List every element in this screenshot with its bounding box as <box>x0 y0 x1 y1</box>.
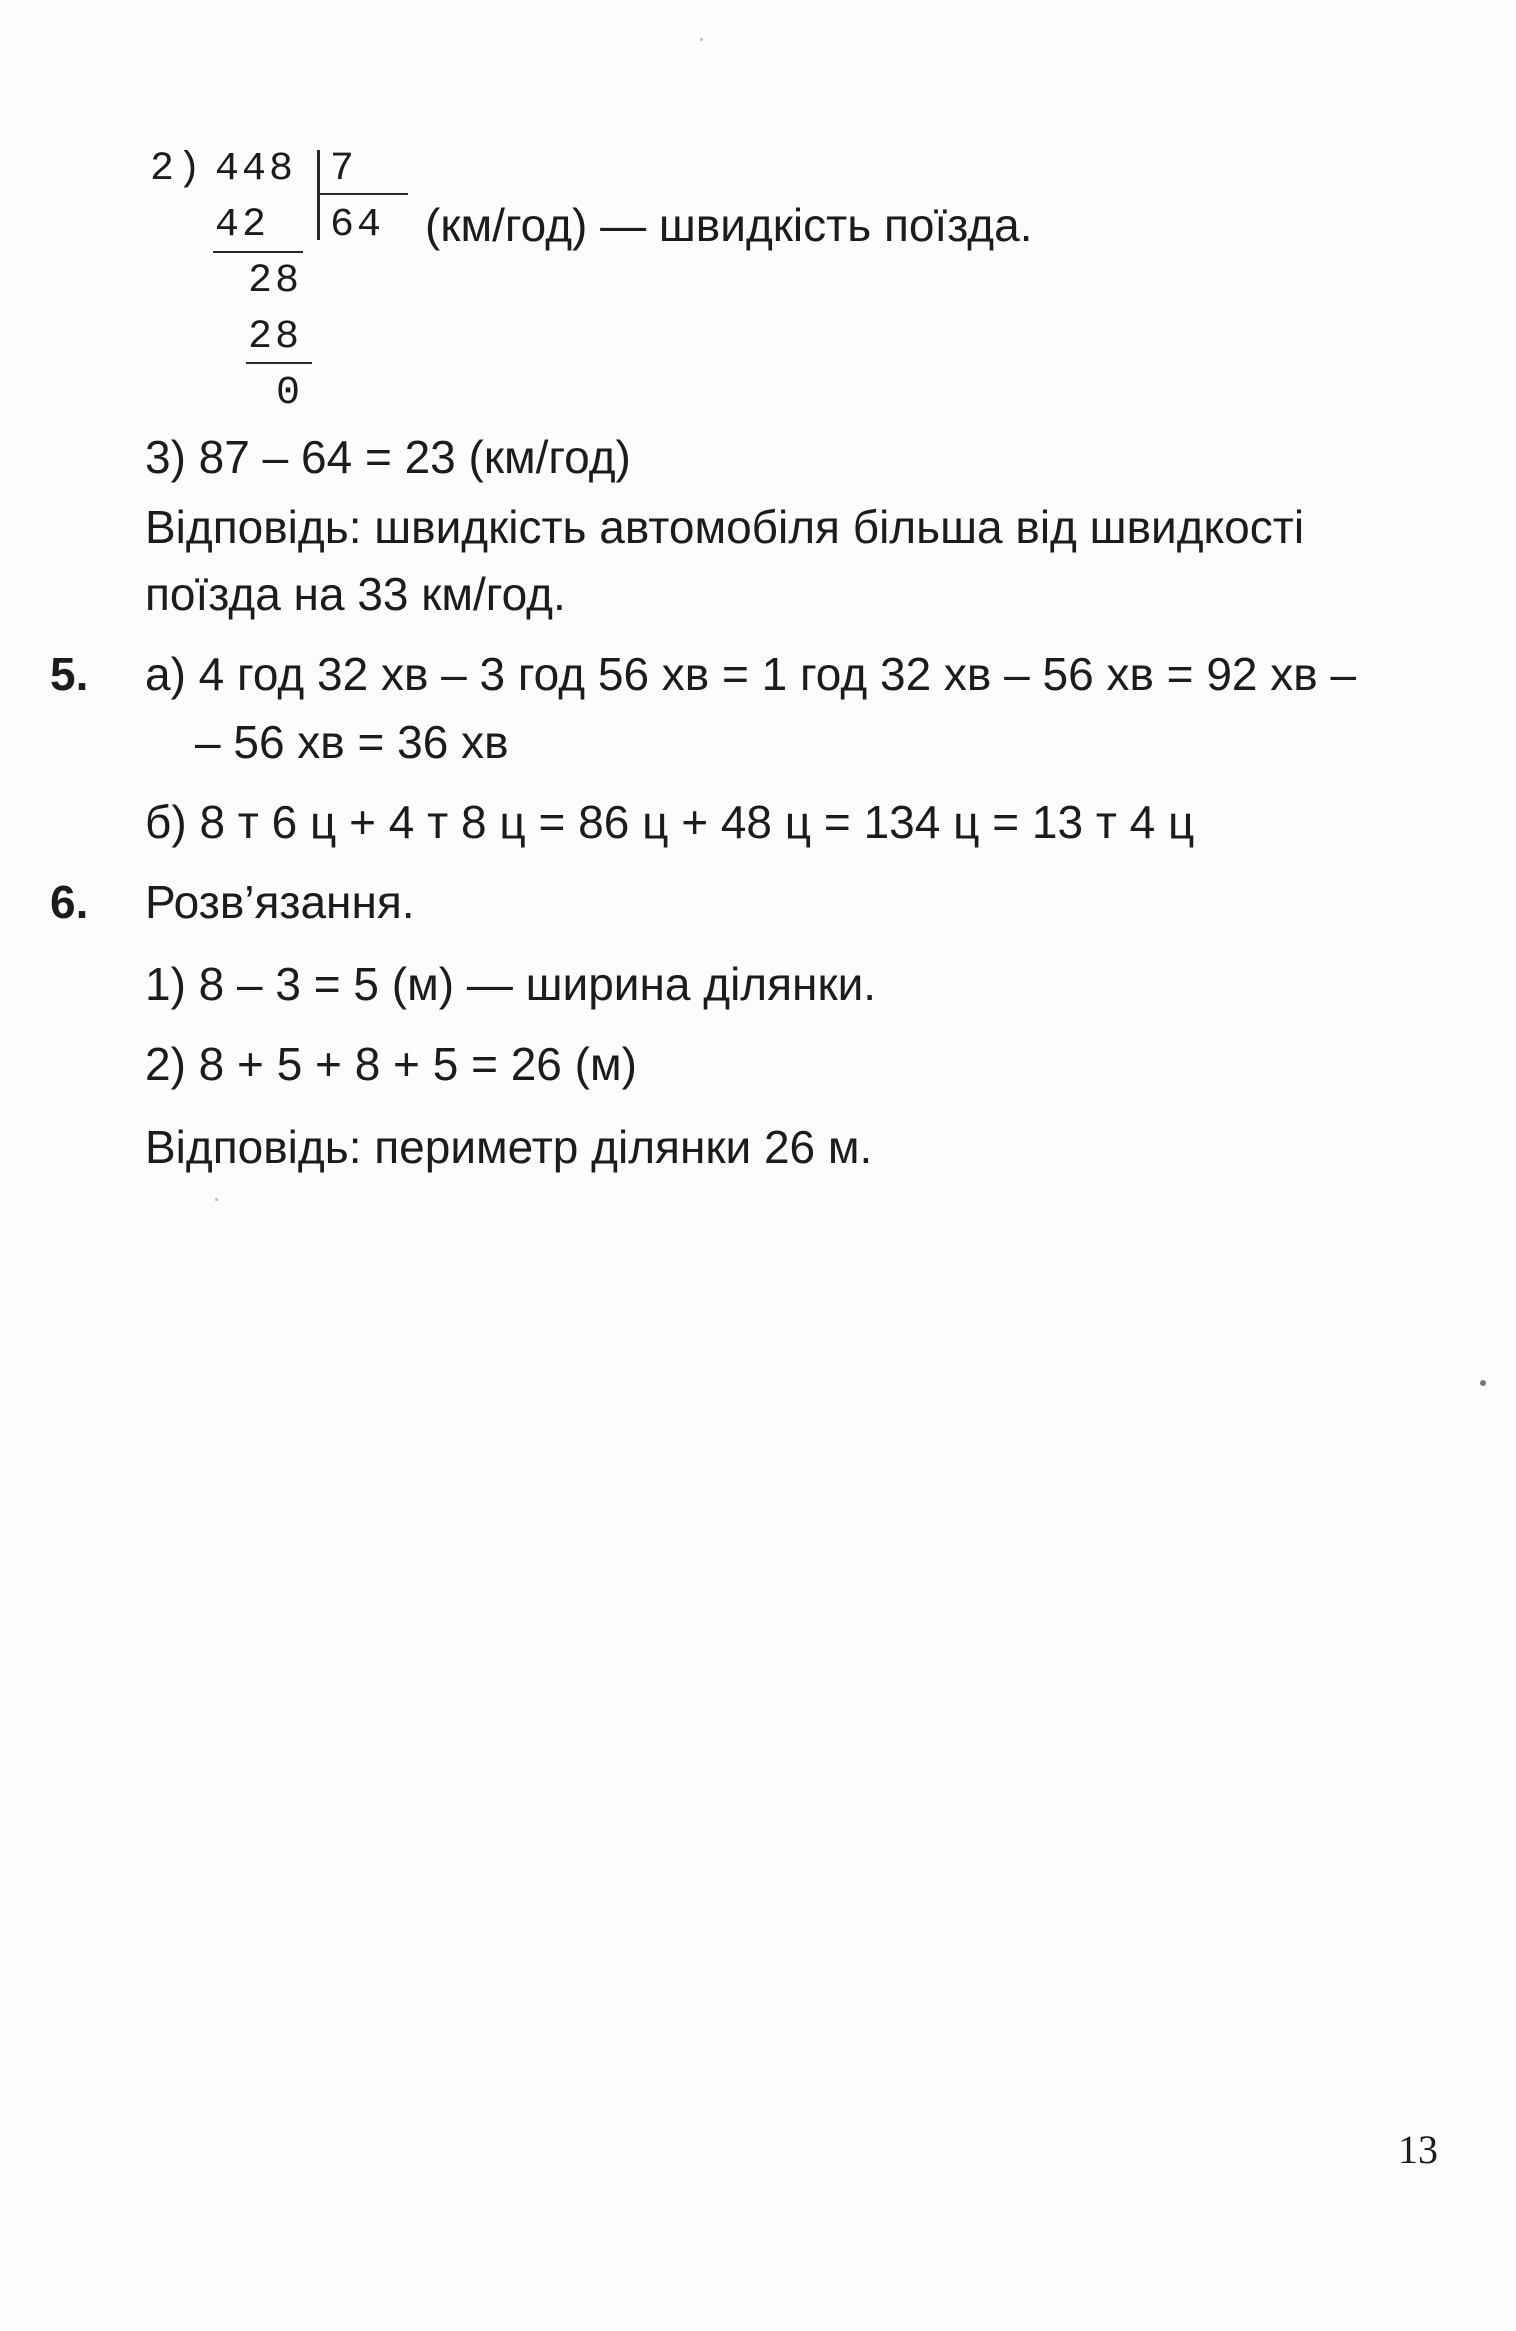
division-bracket-vertical <box>317 150 320 240</box>
division-remainder-1: 28 <box>248 259 303 304</box>
division-underline-2 <box>246 362 312 364</box>
step-3-equation: 3) 87 – 64 = 23 (км/год) <box>145 431 631 483</box>
answer-4-line-2: поїзда на 33 км/год. <box>145 568 566 620</box>
task-6-answer: Відповідь: периметр ділянки 26 м. <box>145 1121 873 1173</box>
task-5-number: 5. <box>50 648 89 700</box>
scan-speck <box>1480 1380 1486 1386</box>
answer-4-line-1: Відповідь: швидкість автомобіля більша від швидкості <box>145 501 1305 553</box>
scan-speck <box>700 38 703 41</box>
task-6-heading: Розв’язання. <box>145 876 415 928</box>
division-underline-1 <box>213 251 303 253</box>
task-5b-line: б) 8 т 6 ц + 4 т 8 ц = 86 ц + 48 ц = 134 ц = 13 т 4 ц <box>145 796 1195 848</box>
division-bracket-horizontal <box>320 193 408 195</box>
division-product-2: 28 <box>248 315 303 360</box>
page-number: 13 <box>1398 2127 1438 2172</box>
division-quotient: 64 <box>330 203 385 248</box>
division-quotient-description: (км/год) — швидкість поїзда. <box>425 199 1033 251</box>
division-product-1: 42 <box>215 203 270 248</box>
task-6-number: 6. <box>50 876 89 928</box>
task-6-step-2: 2) 8 + 5 + 8 + 5 = 26 (м) <box>145 1038 637 1090</box>
task-6-step-1: 1) 8 – 3 = 5 (м) — ширина ділянки. <box>145 958 877 1010</box>
task-5a-line-2: – 56 хв = 36 хв <box>195 716 509 768</box>
division-divisor: 7 <box>330 147 358 192</box>
division-label: 2) <box>150 147 205 192</box>
division-dividend: 448 <box>215 147 297 192</box>
task-5a-line-1: а) 4 год 32 хв – 3 год 56 хв = 1 год 32 хв – 56 хв = 92 хв – <box>145 648 1357 700</box>
division-remainder-final: 0 <box>276 371 304 416</box>
scan-speck <box>215 1198 218 1201</box>
